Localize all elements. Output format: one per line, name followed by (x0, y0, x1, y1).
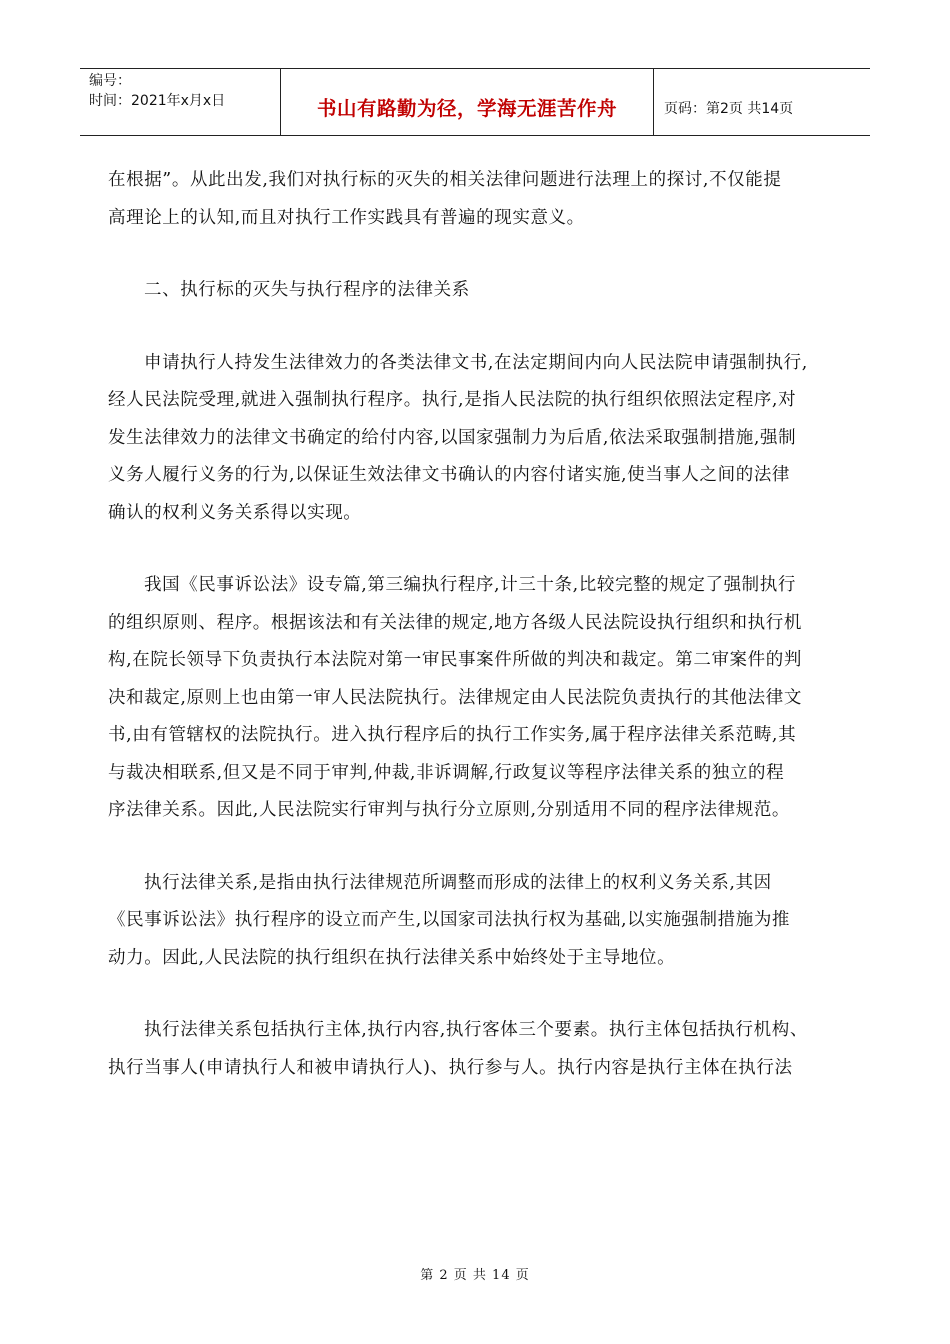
paragraph-line: 决和裁定,原则上也由第一审人民法院执行。法律规定由人民法院负责执行的其他法律文 (108, 687, 802, 708)
paragraph-line: 《民事诉讼法》执行程序的设立而产生,以国家司法执行权为基础,以实施强制措施为推 (108, 910, 791, 930)
paragraph-line: 经人民法院受理,就进入强制执行程序。执行,是指人民法院的执行组织依照法定程序,对 (108, 390, 797, 410)
header-meta-cell (80, 69, 281, 135)
paragraph-line: 序法律关系。因此,人民法院实行审判与执行分立原则,分别适用不同的程序法律规范。 (108, 800, 791, 820)
paragraph-line: 发生法律效力的法律文书确定的给付内容,以国家强制力为后盾,依法采取强制措施,强制 (108, 427, 797, 448)
header-motto-cell (281, 69, 654, 135)
paragraph-line: 动力。因此,人民法院的执行组织在执行法律关系中始终处于主导地位。 (108, 947, 676, 968)
paragraph-line: 确认的权利义务关系得以实现。 (108, 502, 362, 523)
paragraph-line: 执行法律关系,是指由执行法律规范所调整而形成的法律上的权利义务关系,其因 (144, 872, 772, 893)
header-page-cell (654, 69, 870, 135)
paragraph-line: 书,由有管辖权的法院执行。进入执行程序后的执行工作实务,属于程序法律关系范畴,其 (108, 725, 797, 745)
paragraph-line: 与裁决相联系,但又是不同于审判,仲裁,非诉调解,行政复议等程序法律关系的独立的程 (108, 762, 785, 783)
paragraph-line: 高理论上的认知,而且对执行工作实践具有普遍的现实意义。 (108, 207, 585, 228)
paragraph-line: 在根据”。从此出发,我们对执行标的灭失的相关法律问题进行法理上的探讨,不仅能提 (108, 170, 782, 190)
serial-number-label: 编号： (89, 73, 131, 89)
paragraph-line: 构,在院长领导下负责执行本法院对第一审民事案件所做的判决和裁定。第二审案件的判 (108, 650, 802, 670)
page-code: 页码：第2页 共14页 (664, 101, 794, 117)
motto-text: 书山有路勤为径，学海无涯苦作舟 (316, 97, 617, 120)
page-footer (0, 1264, 950, 1283)
date-label: 时间：2021年x月x日 (89, 93, 226, 109)
paragraph-line: 执行法律关系包括执行主体,执行内容,执行客体三个要素。执行主体包括执行机构、 (144, 1020, 808, 1040)
paragraph-line: 执行当事人(申请执行人和被申请执行人)、执行参与人。执行内容是执行主体在执行法 (108, 1057, 793, 1078)
footer-page-number: 第 2 页 共 14 页 (420, 1268, 530, 1283)
paragraph-line: 义务人履行义务的行为,以保证生效法律文书确认的内容付诸实施,使当事人之间的法律 (108, 465, 791, 485)
paragraph-line: 的组织原则、程序。根据该法和有关法律的规定,地方各级人民法院设执行组织和执行机 (108, 612, 802, 633)
document-header (80, 68, 870, 136)
document-body (108, 162, 848, 1087)
paragraph-line: 我国《民事诉讼法》设专篇,第三编执行程序,计三十条,比较完整的规定了强制执行 (144, 575, 796, 595)
section-heading: 二、执行标的灭失与执行程序的法律关系 (144, 280, 470, 300)
paragraph-line: 申请执行人持发生法律效力的各类法律文书,在法定期间内向人民法院申请强制执行, (144, 352, 808, 373)
